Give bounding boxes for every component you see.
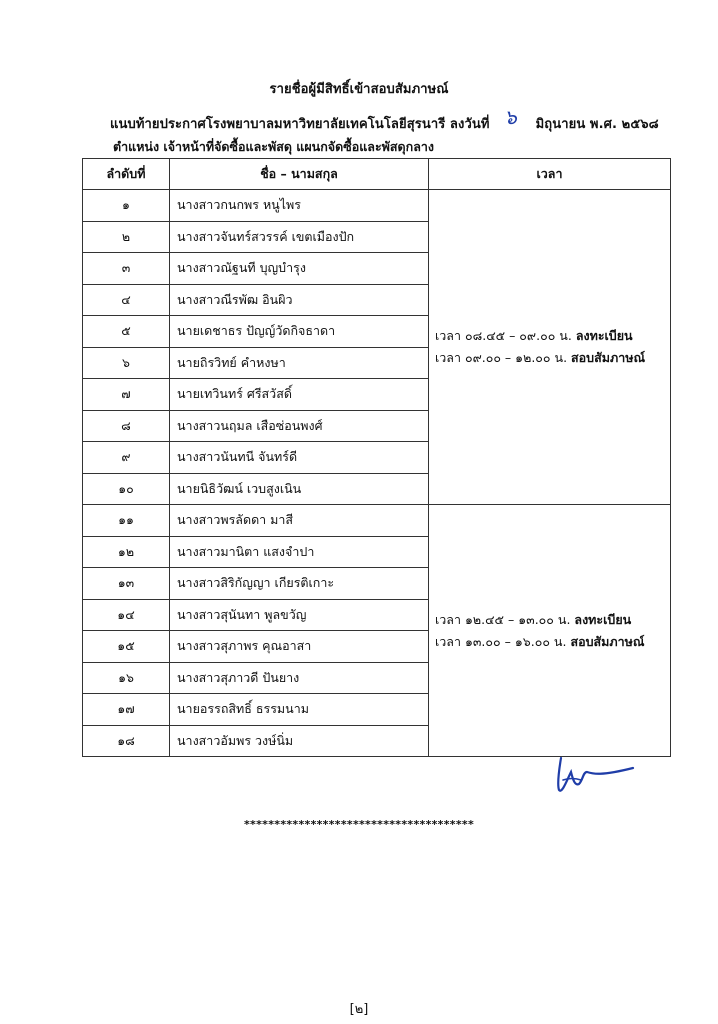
row-name: นางสาวณัฐนที บุญบำรุง <box>170 253 429 285</box>
row-name: นางสาวจันทร์สวรรค์ เขตเมืองปัก <box>170 221 429 253</box>
row-order: ๑๓ <box>83 568 170 600</box>
page-number: [๒] <box>349 1002 369 1017</box>
row-order: ๑๐ <box>83 473 170 505</box>
row-name: นางสาวพรลัดดา มาสี <box>170 505 429 537</box>
table-row <box>83 190 671 222</box>
row-name: นายเดชาธร ปัญญ์วัดกิจธาดา <box>170 316 429 348</box>
time-range: เวลา ๑๒.๔๕ – ๑๓.๐๐ น. <box>435 611 571 627</box>
document-title: รายชื่อผู้มีสิทธิ์เข้าสอบสัมภาษณ์ <box>269 82 449 97</box>
header-order: ลำดับที่ <box>83 159 170 190</box>
row-order: ๕ <box>83 316 170 348</box>
row-name: นางสาวอัมพร วงษ์นิ่ม <box>170 725 429 757</box>
row-order: ๑๘ <box>83 725 170 757</box>
row-name: นางสาวสุนันทา พูลขวัญ <box>170 599 429 631</box>
row-order: ๖ <box>83 347 170 379</box>
row-name: นายนิธิวัฒน์ เวบสูงเนิน <box>170 473 429 505</box>
document-subtitle <box>110 105 659 137</box>
subtitle-suffix: มิถุนายน พ.ศ. ๒๕๖๘ <box>535 117 659 132</box>
row-order: ๑๔ <box>83 599 170 631</box>
row-name: นายถิรวิทย์ คำหงษา <box>170 347 429 379</box>
end-separator: ************************************** <box>244 818 474 831</box>
signature-mark <box>553 750 638 800</box>
subtitle-prefix: แนบท้ายประกาศโรงพยาบาลมหาวิทยาลัยเทคโนโลยีสุรนารี ลงวันที่ <box>110 117 490 132</box>
row-order: ๑๑ <box>83 505 170 537</box>
row-order: ๑๗ <box>83 694 170 726</box>
row-order: ๙ <box>83 442 170 474</box>
row-order: ๔ <box>83 284 170 316</box>
row-name: นางสาวกนกพร หนูไพร <box>170 190 429 222</box>
time-activity: สอบสัมภาษณ์ <box>571 350 646 365</box>
row-order: ๑๕ <box>83 631 170 663</box>
time-slot-2 <box>429 505 671 757</box>
row-name: นางสาวสุภาวดี ปันยาง <box>170 662 429 694</box>
row-order: ๘ <box>83 410 170 442</box>
row-name: นางสาวมานิตา แสงจำปา <box>170 536 429 568</box>
row-name: นางสาวนันทนี จันทร์ดี <box>170 442 429 474</box>
table-row <box>83 505 671 537</box>
row-order: ๑ <box>83 190 170 222</box>
row-order: ๑๖ <box>83 662 170 694</box>
time-activity: สอบสัมภาษณ์ <box>570 633 645 649</box>
time-activity: ลงทะเบียน <box>575 328 633 343</box>
row-name: นางสาวณีรพัฒ อินผิว <box>170 284 429 316</box>
time-interview-line <box>435 631 670 653</box>
time-interview-line <box>435 347 670 369</box>
header-time: เวลา <box>429 159 671 190</box>
row-order: ๗ <box>83 379 170 411</box>
time-range: เวลา ๐๘.๔๕ – ๐๙.๐๐ น. <box>435 328 572 343</box>
row-name: นายอรรถสิทธิ์ ธรรมนาม <box>170 694 429 726</box>
row-name: นางสาวสิริกัญญา เกียรติเกาะ <box>170 568 429 600</box>
time-registration-line <box>435 609 670 631</box>
table-header-row <box>83 159 671 190</box>
time-slot-1 <box>429 190 671 505</box>
row-name: นายเทวินทร์ ศรีสวัสดิ์ <box>170 379 429 411</box>
row-name: นางสาวนฤมล เสือซ่อนพงศ์ <box>170 410 429 442</box>
row-order: ๑๒ <box>83 536 170 568</box>
row-name: นางสาวสุภาพร คุณอาสา <box>170 631 429 663</box>
candidate-table <box>82 158 671 757</box>
time-registration-line <box>435 325 670 347</box>
row-order: ๓ <box>83 253 170 285</box>
time-range: เวลา ๑๓.๐๐ – ๑๖.๐๐ น. <box>435 633 567 649</box>
position-title: ตำแหน่ง เจ้าหน้าที่จัดซื้อและพัสดุ แผนกจัดซื้อและพัสดุกลาง <box>113 139 434 154</box>
time-range: เวลา ๐๙.๐๐ – ๑๒.๐๐ น. <box>435 350 568 365</box>
time-activity: ลงทะเบียน <box>574 611 632 627</box>
header-name: ชื่อ – นามสกุล <box>170 159 429 190</box>
handwritten-day: ๖ <box>504 105 517 129</box>
row-order: ๒ <box>83 221 170 253</box>
